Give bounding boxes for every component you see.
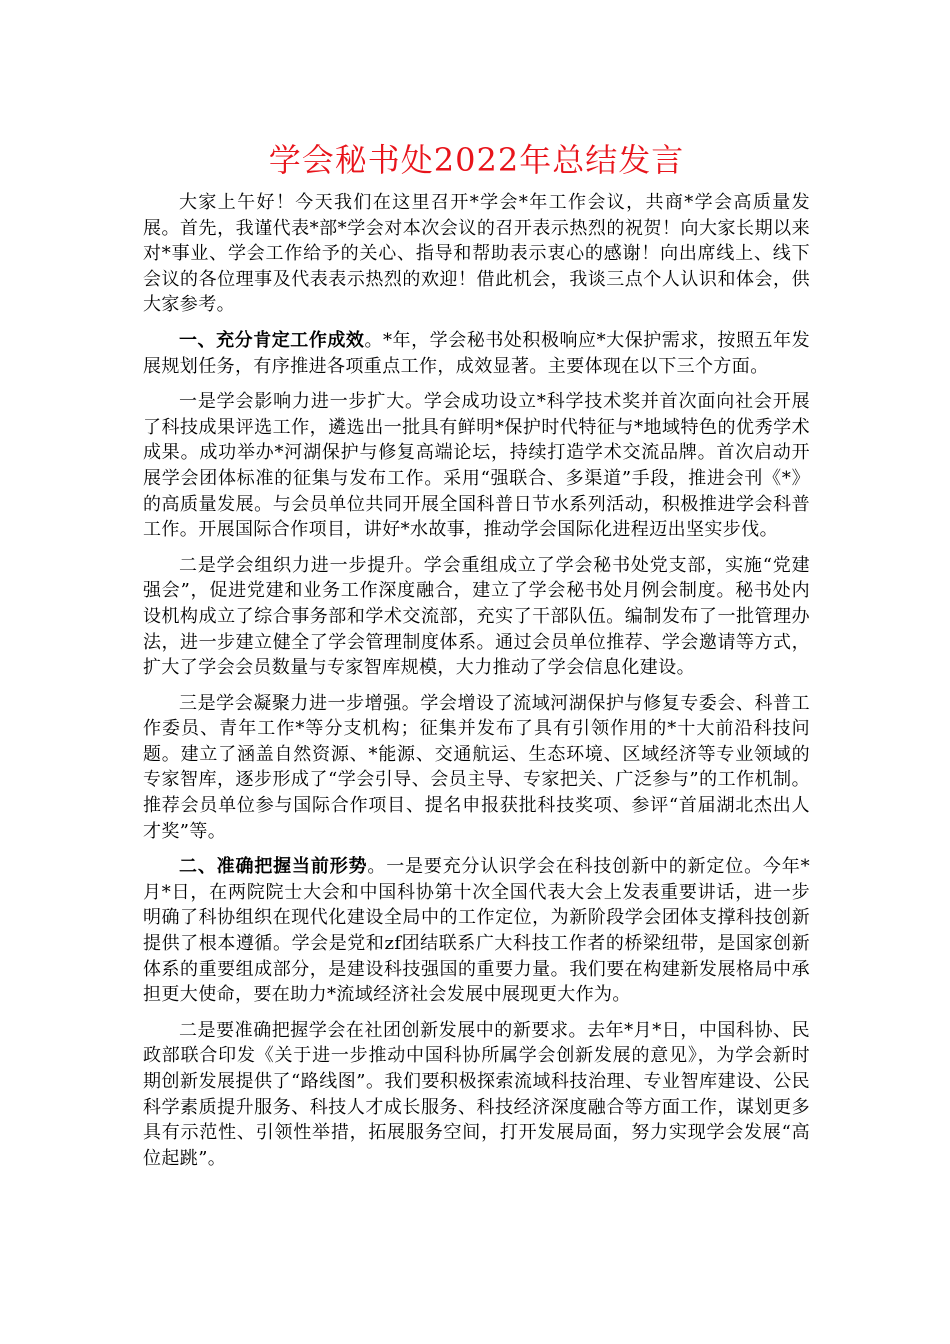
paragraph-text: 二是要准确把握学会在社团创新发展中的新要求。去年*月*日，中国科协、民政部联合印发《关于进一步推动中国科协所属学会创新发展的意见》，为学会新时期创新发展提供了“路线图”。我们要积极探索流域科技治理、专业智库建设、公民科学素质提升服务、科技人才成长服务、科技经济深度融合等方面工作，谋划更多具有示范性、引领性举措，拓展服务空间，打开发展局面，努力实现学会发展“高位起跳”。 [143, 1019, 810, 1169]
paragraph-text: 。*年，学会秘书处积极响应*大保护需求，按照五年发展规划任务，有序推进各项重点工作，成效显著。主要体现在以下三个方面。 [143, 329, 811, 377]
paragraph-requirements [143, 1018, 810, 1172]
paragraph-cohesion [143, 691, 810, 845]
document-page [143, 140, 810, 1181]
paragraph-text: 。一是要充分认识学会在科技创新中的新定位。今年*月*日，在两院院士大会和中国科协第十次全国代表大会上发表重要讲话，进一步明确了科协组织在现代化建设全局中的工作定位，为新阶段学会团体支撑科技创新提供了根本遵循。学会是党和zf团结联系广大科技工作者的桥梁纽带，是国家创新体系的重要组成部分，是建设科技强国的重要力量。我们要在构建新发展格局中承担更大使命，要在助力*流域经济社会发展中展现更大作为。 [143, 856, 811, 1006]
section-heading: 一、充分肯定工作成效 [179, 329, 365, 351]
paragraph-text: 二是学会组织力进一步提升。学会重组成立了学会秘书处党支部，实施“党建强会”，促进党建和业务工作深度融合，建立了学会秘书处月例会制度。秘书处内设机构成立了综合事务部和学术交流部，充实了干部队伍。编制发布了一批管理办法，进一步建立健全了学会管理制度体系。通过会员单位推荐、学会邀请等方式，扩大了学会会员数量与专家智库规模，大力推动了学会信息化建设。 [143, 554, 810, 679]
section-heading: 二、准确把握当前形势 [179, 856, 368, 878]
paragraph-influence [143, 389, 810, 543]
document-title: 学会秘书处2022年总结发言 [268, 141, 685, 179]
paragraph-section-one [143, 328, 810, 379]
paragraph-section-two [143, 854, 810, 1008]
paragraph-text: 三是学会凝聚力进一步增强。学会增设了流域河湖保护与修复专委会、科普工作委员、青年工作*等分支机构；征集并发布了具有引领作用的*十大前沿科技问题。建立了涵盖自然资源、*能源、交通航运、生态环境、区域经济等专业领域的专家智库，逐步形成了“学会引导、会员主导、专家把关、广泛参与”的工作机制。推荐会员单位参与国际合作项目、提名申报获批科技奖项、参评“首届湖北杰出人才奖”等。 [143, 692, 810, 842]
paragraph-text: 一是学会影响力进一步扩大。学会成功设立*科学技术奖并首次面向社会开展了科技成果评选工作，遴选出一批具有鲜明*保护时代特征与*地域特色的优秀学术成果。成功举办*河湖保护与修复高端论坛，持续打造学术交流品牌。首次启动开展学会团体标准的征集与发布工作。采用“强联合、多渠道”手段，推进会刊《*》的高质量发展。与会员单位共同开展全国科普日节水系列活动，积极推进学会科普工作。开展国际合作项目，讲好*水故事，推动学会国际化进程迈出坚实步伐。 [143, 391, 810, 541]
paragraph-organization [143, 553, 810, 681]
paragraph-greeting [143, 190, 810, 318]
paragraph-text: 大家上午好！今天我们在这里召开*学会*年工作会议，共商*学会高质量发展。首先，我谨代表*部*学会对本次会议的召开表示热烈的祝贺！向大家长期以来对*事业、学会工作给予的关心、指导和帮助表示衷心的感谢！向出席线上、线下会议的各位理事及代表表示热烈的欢迎！借此机会，我谈三点个人认识和体会，供大家参考。 [143, 192, 810, 316]
